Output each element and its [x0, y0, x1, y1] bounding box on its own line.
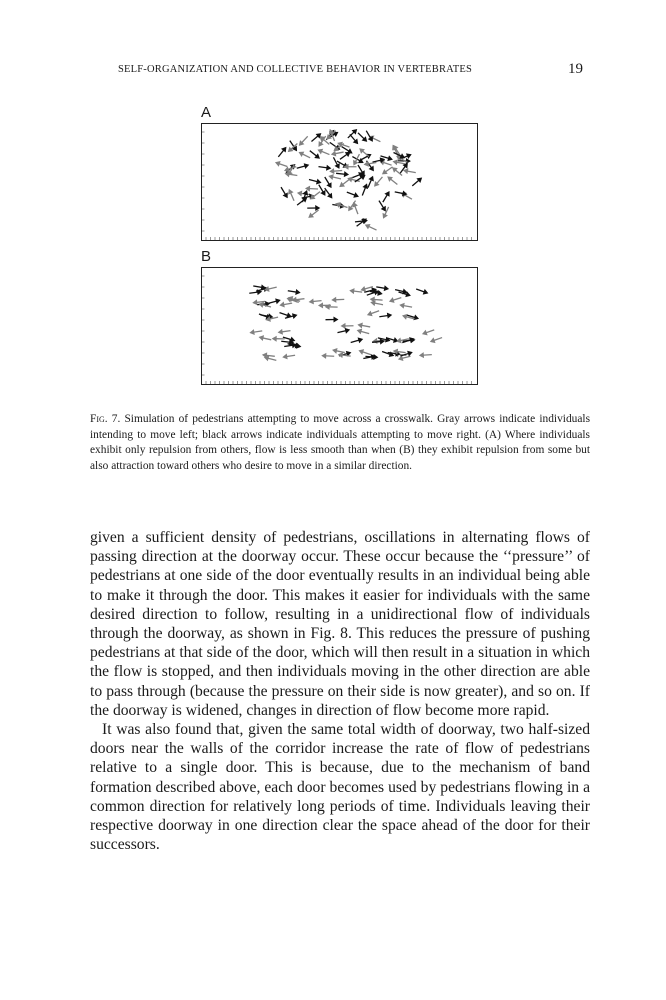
arrow-right — [276, 145, 289, 159]
arrow-left — [286, 141, 300, 154]
arrow-left — [363, 222, 377, 233]
arrow-left — [380, 164, 394, 176]
arrow-left — [274, 159, 288, 169]
arrow-right — [325, 316, 338, 322]
arrow-right — [410, 175, 424, 188]
arrow-left — [258, 334, 272, 343]
arrow-right — [296, 162, 310, 171]
arrow-left — [356, 327, 370, 336]
running-head: SELF-ORGANIZATION AND COLLECTIVE BEHAVIOR IN VERTEBRATES — [118, 64, 473, 75]
arrow-right — [346, 189, 360, 199]
arrow-left — [419, 352, 432, 359]
panel-b-label: B — [201, 248, 212, 265]
arrow-left — [402, 167, 416, 175]
arrow-right — [377, 335, 391, 344]
arrow-left — [429, 335, 443, 345]
arrow-left — [308, 298, 322, 305]
arrow-left — [388, 295, 402, 305]
arrow-left — [340, 323, 353, 329]
page-number: 19 — [568, 61, 583, 77]
caption-prefix: Fig. 7. — [90, 413, 121, 425]
panel-a-plot — [201, 123, 478, 241]
arrow-right — [267, 297, 281, 306]
paragraph-2: It was also found that, given the same total width of doorway, two half-sized doors near the walls of the corridor increase the rate of flow of pedestrians relative to a single door. This is because, due to the mechanism of band formation described above, each door becomes used by pedestrians flowing in a common direction for relatively long periods of time. Individuals leaving their respective doorway in one direction clear the space ahead of the door for their successors. — [90, 721, 590, 854]
arrow-left — [331, 296, 344, 303]
arrow-left — [357, 348, 371, 358]
arrow-right — [380, 189, 392, 203]
arrow-left — [306, 208, 320, 221]
arrow-left — [385, 174, 399, 187]
arrow-left — [321, 353, 334, 360]
arrow-left — [372, 175, 385, 189]
caption-text: Simulation of pedestrians attempting to move across a crosswalk. Gray arrows indicate individuals intending to move left; black arrows indicate individuals attempting to move right. (A) Where individuals exhibit only repulsion from others, flow is less smooth than when (B) they exhibit repulsion from some but also attraction toward others who desire to move in a similar direction. — [90, 413, 590, 472]
arrow-right — [308, 177, 322, 186]
panel-b-arrows — [202, 268, 479, 386]
arrow-right — [350, 336, 364, 345]
panel-a-label: A — [201, 104, 212, 121]
arrow-right — [359, 182, 369, 196]
arrow-right — [415, 286, 429, 296]
arrow-left — [399, 302, 413, 310]
arrow-left — [366, 308, 380, 318]
arrow-left — [357, 322, 371, 330]
figure-caption — [90, 412, 590, 474]
arrow-right — [287, 288, 301, 296]
arrow-left — [297, 149, 311, 160]
arrow-left — [421, 327, 435, 337]
arrow-left — [297, 134, 310, 148]
arrow-left — [399, 190, 413, 202]
arrow-left — [282, 352, 296, 360]
panel-a-arrows — [202, 124, 479, 242]
arrow-right — [318, 164, 332, 172]
arrow-right — [379, 312, 393, 320]
paragraph-1: given a sufficient density of pedestrians, oscillations in alternating flows of passing direction at the doorway occur. These occur because the ‘‘pressure’’ of pedestrians at one side of the door eventually results in an individual being able to make it through the door. This makes it easier for individuals with the same desired direction to follow, resulting in a unidirectional flow of individuals through the doorway, as shown in Fig. 8. This reduces the pressure of pushing pedestrians at that side of the door, which will then result in a situation in which the flow is stopped, and then individuals moving in the other direction are able to pass through (because the pressure on their side is now greater), and so on. If the doorway is widened, changes in direction of flow become more rapid. — [90, 529, 590, 719]
arrow-left — [380, 206, 391, 220]
arrow-right — [284, 312, 298, 321]
arrow-left — [325, 304, 338, 310]
arrow-left — [277, 328, 291, 336]
panel-b-plot — [201, 267, 478, 385]
arrow-right — [337, 327, 351, 336]
arrow-left — [349, 288, 363, 296]
arrow-right — [348, 132, 361, 146]
arrow-left — [249, 328, 263, 336]
body-text — [90, 528, 590, 854]
